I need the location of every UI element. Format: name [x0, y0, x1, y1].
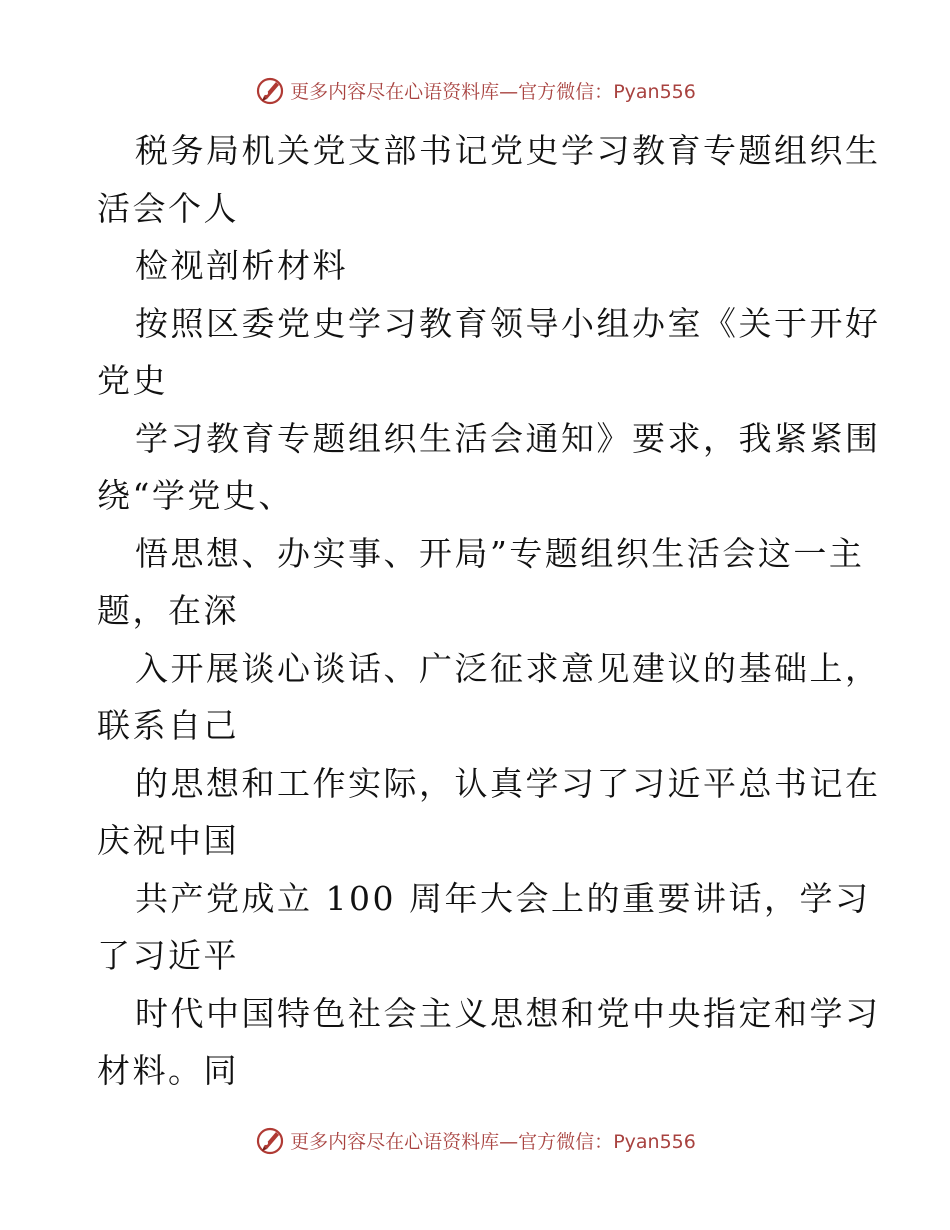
paragraph-body — [97, 295, 881, 410]
paragraph-body — [97, 755, 881, 870]
line-rest: 题，在深 — [97, 591, 239, 630]
line-first: 税务局机关党支部书记党史学习教育专题组织生 — [135, 131, 881, 170]
line-first: 检视剖析材料 — [135, 246, 348, 285]
line-rest: 庆祝中国 — [97, 821, 239, 860]
line-rest: 党史 — [97, 361, 168, 400]
document-body — [97, 122, 881, 1100]
paragraph-body — [97, 525, 865, 640]
footer-banner-text — [290, 1127, 696, 1154]
paragraph-subtitle — [97, 237, 857, 295]
paragraph-body — [97, 870, 871, 985]
header-banner-text — [290, 77, 696, 104]
line-rest: 活会个人 — [97, 188, 239, 228]
line-first: 入开展谈心谈话、广泛征求意见建议的基础上， — [135, 648, 881, 688]
paragraph-body — [97, 410, 881, 525]
line-rest: 绕“学党史、 — [97, 476, 294, 515]
banner-slogan: 更多内容尽在心语资料库 — [290, 1130, 500, 1153]
line-rest: 材料。同 — [97, 1051, 239, 1090]
banner-official-label: 官方微信： — [518, 80, 614, 103]
line-first: 学习教育专题组织生活会通知》要求，我紧紧围 — [135, 418, 881, 458]
pen-logo-icon — [254, 74, 286, 106]
banner-dash: — — [499, 1130, 519, 1153]
line-rest: 联系自己 — [97, 706, 239, 745]
pen-logo-icon — [254, 1124, 286, 1156]
line-first: 按照区委党史学习教育领导小组办室《关于开好 — [135, 303, 881, 343]
line-rest: 了习近平 — [97, 936, 239, 975]
banner-wechat-id: Pyan556 — [613, 80, 696, 103]
banner-official-label: 官方微信： — [518, 1130, 614, 1153]
line-first: 共产党成立 100 周年大会上的重要讲话，学习 — [135, 878, 871, 918]
banner-dash: — — [499, 80, 519, 103]
paragraph-title — [97, 122, 881, 237]
header-banner — [0, 70, 950, 110]
banner-wechat-id: Pyan556 — [613, 1130, 696, 1153]
footer-banner — [0, 1120, 950, 1160]
line-first: 的思想和工作实际，认真学习了习近平总书记在 — [135, 763, 881, 803]
line-first: 时代中国特色社会主义思想和党中央指定和学习 — [135, 993, 881, 1033]
paragraph-body — [97, 640, 881, 755]
paragraph-body — [97, 985, 881, 1100]
banner-slogan: 更多内容尽在心语资料库 — [290, 80, 500, 103]
line-first: 悟思想、办实事、开局”专题组织生活会这一主 — [135, 533, 865, 573]
